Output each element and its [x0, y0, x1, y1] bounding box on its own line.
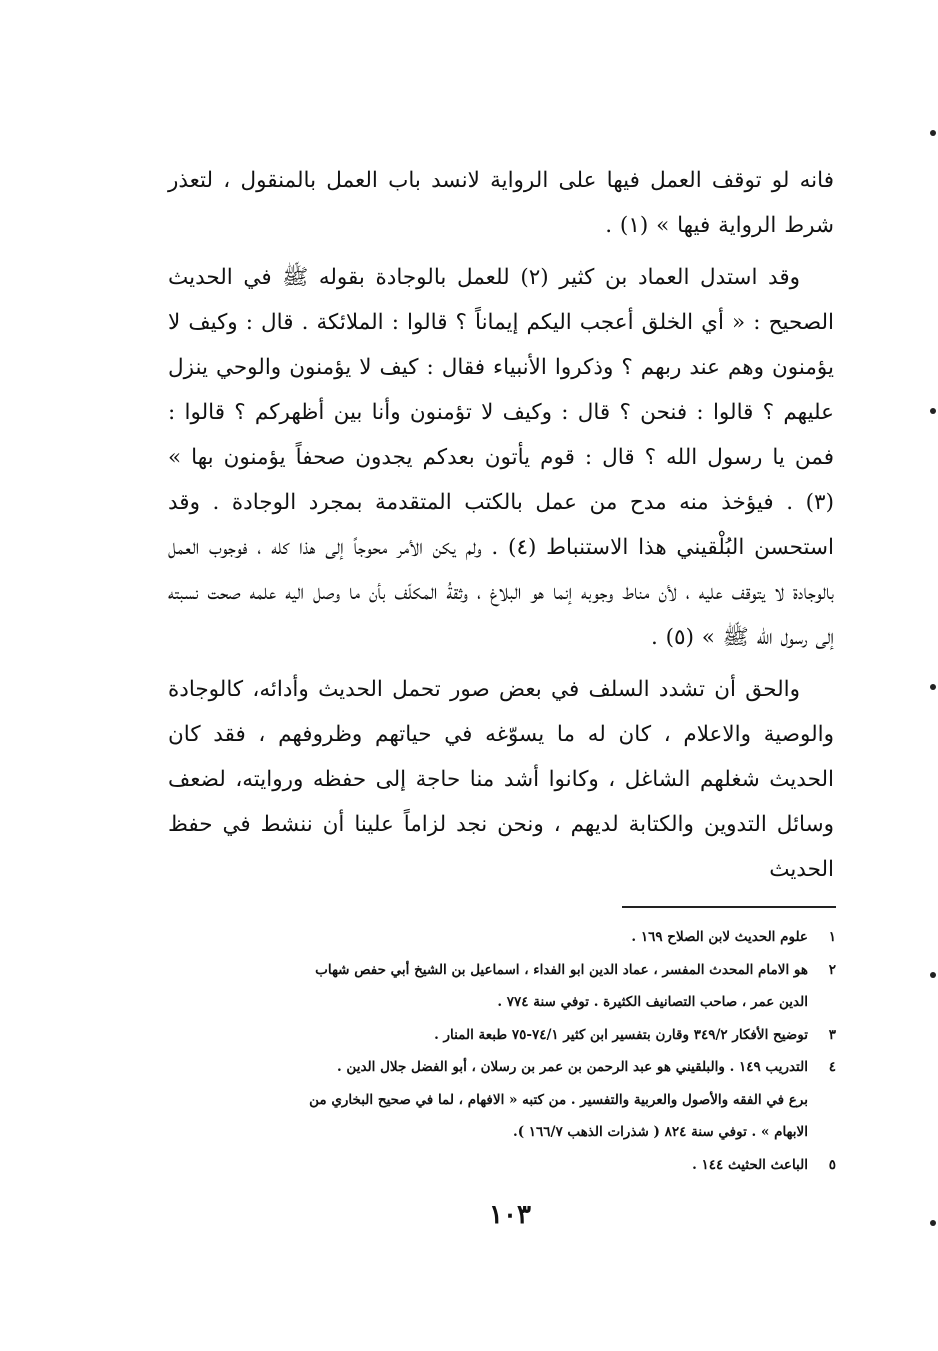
footnote-number: ٤ [828, 1059, 836, 1075]
footnote-separator [622, 906, 836, 908]
footnote-line: هو الامام المحدث المفسر ، عماد الدين ابو الفداء ، اسماعيل بن الشيخ أبي حفص شهاب [315, 961, 808, 978]
footnote-4 [168, 1051, 836, 1149]
scan-edge-mark [930, 408, 936, 414]
footnote-line: برع في الفقه والأصول والعربية والتفسير . من كتبه « الافهام ، لما في صحيح البخاري من [309, 1091, 808, 1108]
footnote-number: ٣ [828, 1026, 836, 1043]
footnote-5 [168, 1149, 836, 1182]
footnote-line: توضيح الأفكار ٣٤٩/٢ وقارن بتفسير ابن كثير ٧٤/١-٧٥ طبعة المنار . [434, 1026, 808, 1043]
scan-edge-mark [930, 130, 936, 136]
footnote-line: التدريب ١٤٩ . والبلقيني هو عبد الرحمن بن عمر بن رسلان ، أبو الفضل جلال الدين . [337, 1059, 808, 1075]
main-text [168, 158, 834, 892]
paragraph-1: فانه لو توقف العمل فيها على الرواية لانسد باب العمل بالمنقول ، لتعذر شرط الرواية فيها » (١) . [168, 168, 834, 238]
footnote-1 [168, 921, 836, 954]
footnote-number: ١ [828, 929, 836, 945]
scan-edge-mark [930, 1220, 936, 1226]
footnote-number: ٥ [828, 1156, 836, 1173]
footnote-line: الابهام » . توفي سنة ٨٢٤ ( شذرات الذهب ١٦٦/٧ ). [513, 1124, 808, 1140]
footnote-line: الباعث الحثيث ١٤٤ . [692, 1156, 808, 1173]
page-number: ١٠٣ [489, 1200, 531, 1230]
scan-edge-mark [930, 684, 936, 690]
footnote-line: الدين عمر ، صاحب التصانيف الكثيرة . توفي سنة ٧٧٤ . [497, 994, 808, 1010]
footnotes [168, 921, 836, 1181]
paragraph-2: وقد استدل العماد بن كثير (٢) للعمل بالوجادة بقوله ﷺ في الحديث الصحيح : « أي الخلق أعجب اليكم إيماناً ؟ قالوا : الملائكة . قال : وكيف لا يؤمنون وهم عند ربهم ؟ وذكروا الأنبياء فقال : كيف لا يؤمنون والوحي ينزل عليهم ؟ قالوا : فنحن ؟ قال : وكيف لا تؤمنون وأنا بين أظهركم ؟ قالوا : فمن يا رسول الله ؟ قال : قوم يأتون بعدكم يجدون صحفاً يؤمنون بها » (٣) . فيؤخذ منه مدح من عمل بالكتب المتقدمة بمجرد الوجادة . وقد استحسن البُلْقيني هذا الاستنباط (٤) . ولم يكن الأمر محوجاً إلى هذا كله ، فوجوب العمل بالوجادة لا يتوقف عليه ، لأن مناط وجوبه إنما هو البلاغ ، وثقةُ المكلّف بأن ما وصل اليه علمه صحت نسبته إلى رسول الله ﷺ » (٥) . [168, 265, 834, 650]
footnote-3 [168, 1019, 836, 1052]
footnote-line: علوم الحديث لابن الصلاح ١٦٩ . [631, 929, 808, 945]
footnote-number: ٢ [828, 961, 836, 978]
paragraph-3: والحق أن تشدد السلف في بعض صور تحمل الحديث وأدائه، كالوجادة والوصية والاعلام ، كان له ما يسوّغه في حياتهم وظروفهم ، فقد كان الحديث شغلهم الشاغل ، وكانوا أشد منا حاجة إلى حفظه وروايته، لضعف وسائل التدوين والكتابة لديهم ، ونحن نجد لزاماً علينا أن ننشط في حفظ الحديث [168, 677, 834, 882]
footnote-2 [168, 954, 836, 1019]
scan-edge-mark [930, 972, 936, 978]
